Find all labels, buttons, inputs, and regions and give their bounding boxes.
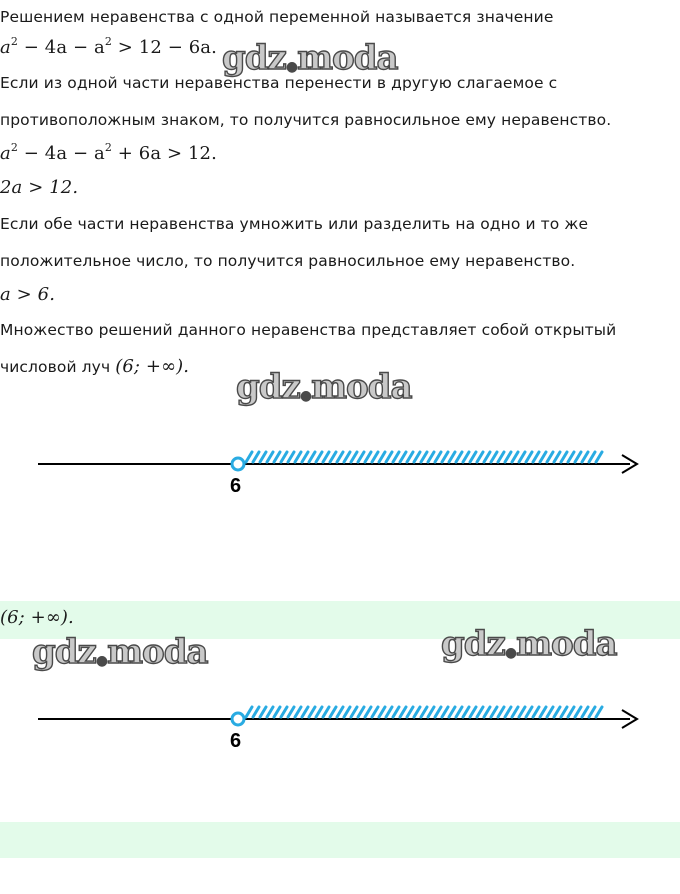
exponent: 2 [10,35,18,48]
hatch-mark [351,707,357,717]
hatch-mark [281,452,287,462]
hatch-mark [260,452,266,462]
hatch-mark [491,452,497,462]
hatch-mark [330,452,336,462]
hatch-mark [344,452,350,462]
answer-interval: (6; +∞). [0,607,74,628]
watermark-logo: gdz●moda [32,632,208,672]
hatch-mark [561,452,567,462]
hatch-mark [463,707,469,717]
hatch-mark [274,707,280,717]
hatch-mark [554,707,560,717]
hatch-mark [267,707,273,717]
hatch-mark [589,707,595,717]
hatch-mark [414,707,420,717]
hatch-mark [246,452,252,462]
text-transfer-rule-1: Если из одной части неравенства перенести в другую слагаемое с [0,74,558,92]
hatch-mark [323,707,329,717]
hatch-mark [519,452,525,462]
exponent: 2 [10,141,18,154]
hatch-mark [484,452,490,462]
hatch-mark [344,707,350,717]
hatch-mark [274,452,280,462]
hatch-mark [505,707,511,717]
hatch-mark [442,452,448,462]
hatch-mark [449,452,455,462]
hatch-mark [379,707,385,717]
open-ray-label: числовой луч [0,358,111,376]
hatch-mark [260,707,266,717]
hatch-mark [421,707,427,717]
hatch-mark [533,707,539,717]
hatch-mark [267,452,273,462]
text-solution-set: Множество решений данного неравенства представляет собой открытый [0,321,617,339]
hatch-mark [512,707,518,717]
hatch-mark [253,707,259,717]
hatch-mark [582,707,588,717]
hatch-mark [288,707,294,717]
hatch-mark [316,707,322,717]
hatch-mark [400,452,406,462]
hatch-mark [519,707,525,717]
watermark-logo: gdz●moda [222,38,398,78]
hatch-mark [435,452,441,462]
hatch-mark [477,707,483,717]
exponent: 2 [104,141,112,154]
hatch-mark [337,452,343,462]
hatch-mark [484,707,490,717]
hatch-mark [351,452,357,462]
hatch-mark [463,452,469,462]
hatch-mark [379,452,385,462]
hatch-mark [589,452,595,462]
hatch-mark [547,707,553,717]
hatch-mark [330,707,336,717]
math-mid: − 4a − a [17,37,105,58]
hatch-mark [596,707,602,717]
hatch-mark [477,452,483,462]
hatch-mark [302,452,308,462]
hatch-mark [358,452,364,462]
hatch-mark [470,707,476,717]
hatch-mark [435,707,441,717]
hatch-mark [526,707,532,717]
hatch-mark [491,707,497,717]
hatch-mark [407,452,413,462]
open-point-marker [232,713,244,725]
math-a: a [0,143,11,164]
text-transfer-rule-2: противоположным знаком, то получится равносильное ему неравенство. [0,111,612,129]
solution-hatching [246,707,602,717]
hatch-mark [386,452,392,462]
hatch-mark [428,707,434,717]
text-divide-rule-1: Если обе части неравенства умножить или разделить на одно и то же [0,215,589,233]
hatch-mark [295,452,301,462]
math-rest: > 12 − 6a. [111,37,217,58]
number-line-answer [0,695,680,755]
hatch-mark [596,452,602,462]
hatch-mark [386,707,392,717]
inequality-transferred [0,143,217,164]
hatch-mark [526,452,532,462]
watermark-logo: gdz●moda [441,624,617,664]
hatch-mark [372,452,378,462]
hatch-mark [309,452,315,462]
hatch-mark [393,707,399,717]
hatch-mark [449,707,455,717]
answer-band-bottom [0,822,680,858]
hatch-mark [407,707,413,717]
point-label: 6 [230,475,242,497]
hatch-mark [253,452,259,462]
number-line [0,440,680,500]
hatch-mark [456,452,462,462]
open-point-marker [232,458,244,470]
hatch-mark [568,452,574,462]
hatch-mark [498,707,504,717]
inequality-original [0,37,217,58]
hatch-mark [575,452,581,462]
hatch-mark [442,707,448,717]
hatch-mark [288,452,294,462]
hatch-mark [540,707,546,717]
hatch-mark [246,707,252,717]
hatch-mark [547,452,553,462]
hatch-mark [582,452,588,462]
hatch-mark [456,707,462,717]
inequality-solution: a > 6. [0,284,56,305]
math-a: a [0,37,11,58]
hatch-mark [358,707,364,717]
hatch-mark [365,452,371,462]
hatch-mark [365,707,371,717]
hatch-mark [316,452,322,462]
hatch-mark [505,452,511,462]
hatch-mark [554,452,560,462]
hatch-mark [337,707,343,717]
hatch-mark [561,707,567,717]
hatch-mark [575,707,581,717]
hatch-mark [498,452,504,462]
hatch-mark [295,707,301,717]
math-mid: − 4a − a [17,143,105,164]
hatch-mark [372,707,378,717]
math-rest: + 6a > 12. [111,143,217,164]
hatch-mark [568,707,574,717]
hatch-mark [533,452,539,462]
hatch-mark [428,452,434,462]
hatch-mark [323,452,329,462]
text-open-ray [0,356,189,377]
hatch-mark [540,452,546,462]
hatch-mark [281,707,287,717]
inequality-simplified: 2a > 12. [0,177,79,198]
hatch-mark [309,707,315,717]
hatch-mark [414,452,420,462]
hatch-mark [470,452,476,462]
text-divide-rule-2: положительное число, то получится равносильное ему неравенство. [0,252,576,270]
point-label: 6 [230,730,242,752]
solution-hatching [246,452,602,462]
hatch-mark [393,452,399,462]
hatch-mark [512,452,518,462]
interval-notation: (6; +∞). [115,356,190,377]
hatch-mark [400,707,406,717]
text-definition: Решением неравенства с одной переменной называется значение [0,8,554,26]
exponent: 2 [104,35,112,48]
watermark-logo: gdz●moda [236,367,412,407]
hatch-mark [302,707,308,717]
hatch-mark [421,452,427,462]
